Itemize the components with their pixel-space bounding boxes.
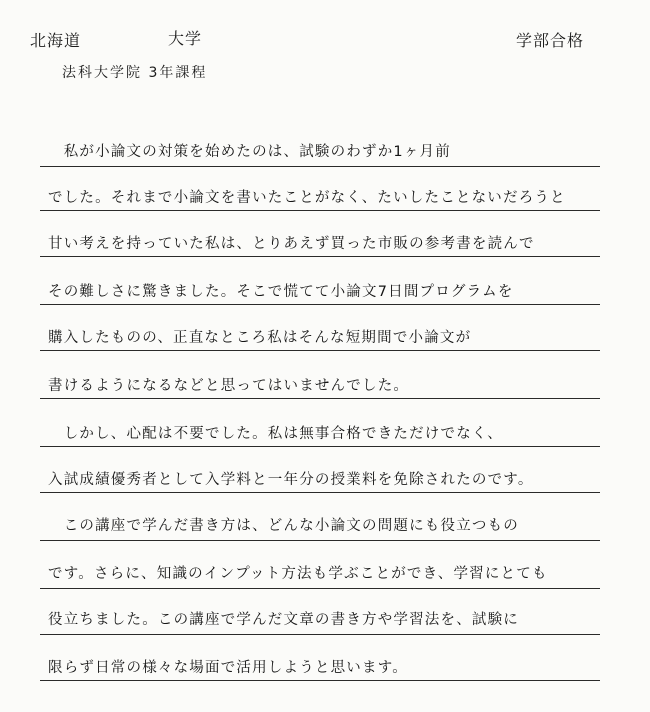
- ruled-line: [40, 304, 600, 305]
- ruled-line: [40, 492, 600, 493]
- ruled-line: [40, 680, 600, 681]
- ruled-line: [40, 446, 600, 447]
- text-line: 限らず日常の様々な場面で活用しようと思います。: [48, 660, 408, 676]
- ruled-line: [40, 350, 600, 351]
- text-line: 購入したものの、正直なところ私はそんな短期間で小論文が: [48, 330, 472, 346]
- header-program: 法科大学院 3年課程: [62, 65, 208, 81]
- ruled-line: [40, 634, 600, 635]
- header-region: 北海道: [30, 31, 82, 50]
- text-line: 私が小論文の対策を始めたのは、試験のわずか1ヶ月前: [48, 144, 451, 160]
- text-line: その難しさに驚きました。そこで慌てて小論文7日間プログラムを: [48, 284, 514, 300]
- ruled-line: [40, 256, 600, 257]
- ruled-line: [40, 588, 600, 589]
- ruled-line: [40, 166, 600, 167]
- header-university: 大学: [168, 29, 203, 48]
- header-result: 学部合格: [516, 31, 585, 50]
- ruled-line: [40, 540, 600, 541]
- text-line: 書けるようになるなどと思ってはいませんでした。: [48, 378, 410, 394]
- text-line: この講座で学んだ書き方は、どんな小論文の問題にも役立つもの: [48, 518, 519, 534]
- text-line: しかし、心配は不要でした。私は無事合格できただけでなく、: [48, 426, 504, 442]
- text-line: 甘い考えを持っていた私は、とりあえず買った市販の参考書を読んで: [48, 236, 535, 252]
- ruled-line: [40, 398, 600, 399]
- ruled-line: [40, 210, 600, 211]
- text-line: 役立ちました。この講座で学んだ文章の書き方や学習法を、試験に: [48, 612, 519, 628]
- text-line: でした。それまで小論文を書いたことがなく、たいしたことないだろうと: [48, 190, 566, 206]
- text-line: です。さらに、知識のインプット方法も学ぶことができ、学習にとても: [48, 566, 548, 582]
- text-line: 入試成績優秀者として入学料と一年分の授業料を免除されたのです。: [48, 472, 534, 488]
